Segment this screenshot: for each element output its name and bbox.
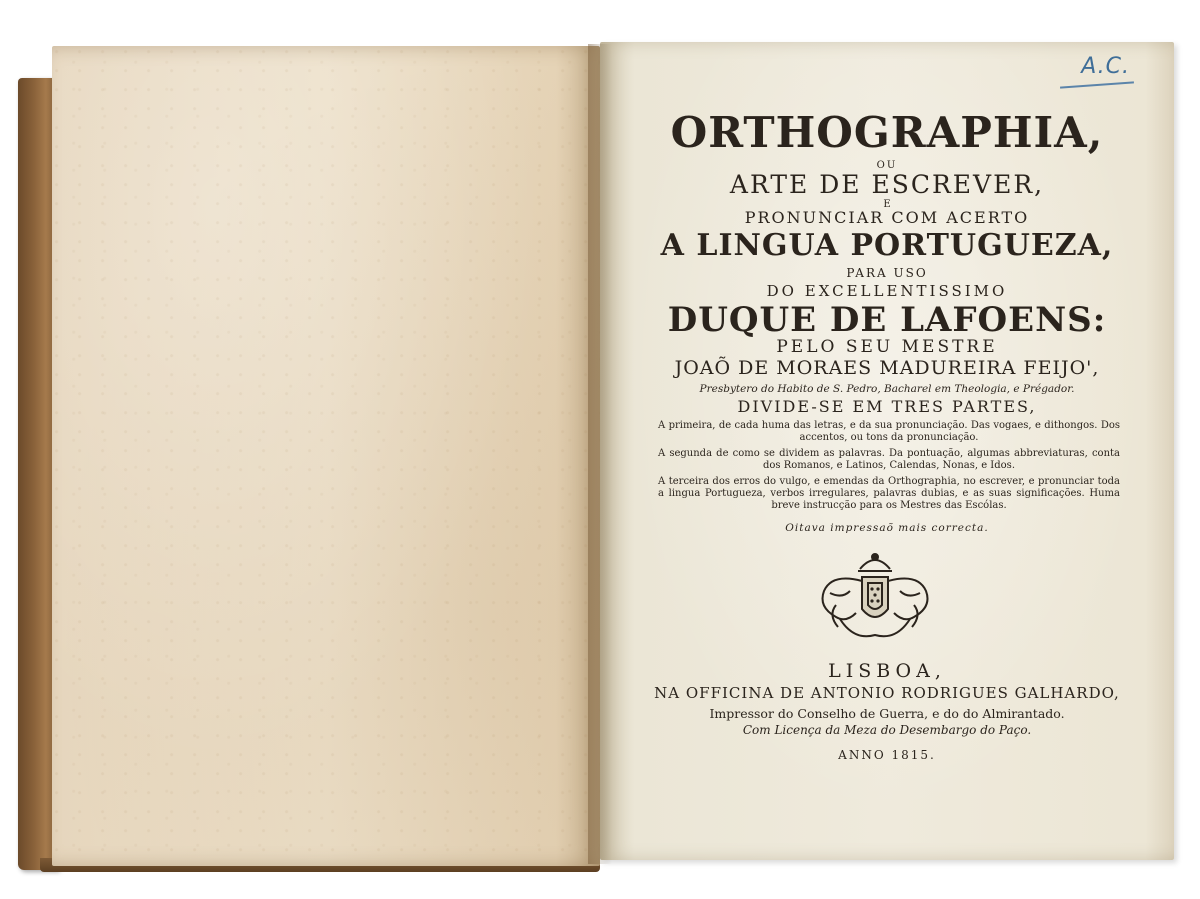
title-page	[600, 42, 1174, 860]
imprint-printer: NA OFFICINA DE ANTONIO RODRIGUES GALHARDO,	[654, 684, 1120, 702]
imprint-license: Com Licença da Meza do Desembargo do Paço.	[742, 723, 1032, 737]
part-one-description: A primeira, de cada huma das letras, e da sua pronunciação. Das vogaes, e dithongos. Dos accentos, ou tons da pronunciação.	[658, 420, 1120, 443]
dedication-para-uso: PARA USO	[846, 266, 928, 280]
imprint-year: ANNO 1815.	[838, 748, 936, 762]
part-two-description: A segunda de como se dividem as palavras. Da pontuação, algumas abbreviaturas, conta dos Romanos, e Latinos, Calendas, Nonas, e Idos.	[658, 448, 1120, 471]
subtitle-pronunciar: PRONUNCIAR COM ACERTO	[744, 208, 1030, 227]
imprint-city: LISBOA,	[828, 660, 946, 682]
imprint-printer-title: Impressor do Conselho de Guerra, e do do Almirantado.	[709, 706, 1065, 721]
edition-note: Oitava impressaõ mais correcta.	[785, 522, 989, 534]
author-intro: PELO SEU MESTRE	[776, 337, 998, 357]
author-name: JOAÕ DE MORAES MADUREIRA FEIJO',	[674, 357, 1100, 379]
royal-coat-of-arms-icon	[810, 547, 940, 651]
left-blank-page	[52, 46, 600, 866]
dedicatee-duque: DUQUE DE LAFOENS:	[667, 300, 1107, 340]
conjunction-e: E	[883, 199, 891, 210]
subtitle-lingua: A LINGUA PORTUGUEZA,	[660, 228, 1114, 263]
division-heading: DIVIDE-SE EM TRES PARTES,	[737, 397, 1037, 416]
conjunction-ou: OU	[876, 160, 898, 171]
book-gutter-shadow	[588, 44, 612, 864]
author-credentials: Presbytero do Habito de S. Pedro, Bacharel em Theologia, e Prégador.	[699, 383, 1075, 395]
annotation-underline	[1060, 81, 1134, 88]
handwritten-annotation: A.C.	[1081, 54, 1130, 79]
main-title: ORTHOGRAPHIA,	[670, 108, 1104, 157]
subtitle-arte: ARTE DE ESCREVER,	[729, 170, 1045, 199]
dedication-excellentissimo: DO EXCELLENTISSIMO	[766, 282, 1008, 300]
part-three-description: A terceira dos erros do vulgo, e emendas da Orthographia, no escrever, e pronunciar toda a lingua Portugueza, verbos irregulares, palavras dubias, e as suas significações. Huma breve instrucção para os Mestres das Escólas.	[658, 476, 1120, 511]
